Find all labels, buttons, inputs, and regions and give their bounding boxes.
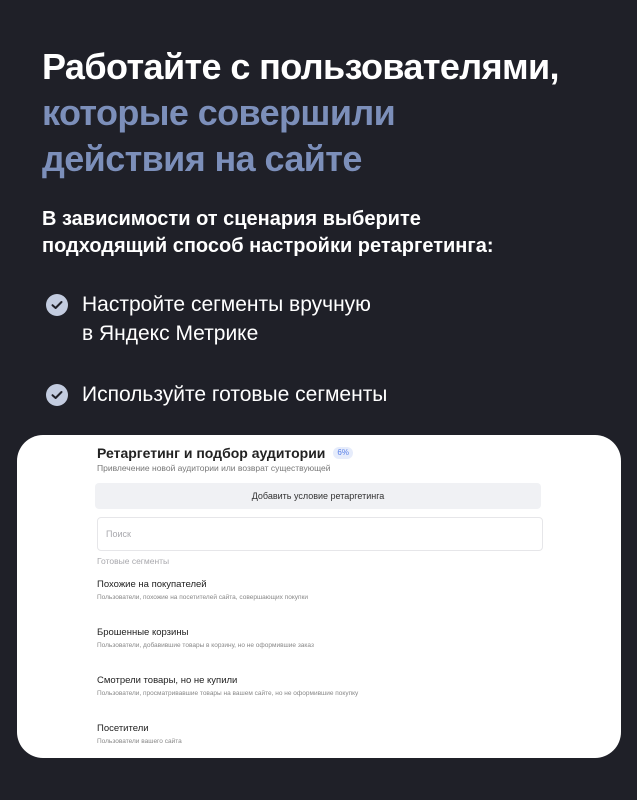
feature-text — [82, 380, 387, 409]
headline-line-3: действия на сайте — [42, 138, 362, 179]
panel-title-row — [97, 445, 559, 461]
segment-title: Смотрели товары, но не купили — [97, 675, 238, 686]
feature-item-manual-segments — [46, 290, 387, 348]
check-circle-icon — [46, 294, 68, 316]
retargeting-panel-screenshot — [17, 435, 621, 758]
ready-segments-label: Готовые сегменты — [97, 556, 170, 566]
segment-viewed-not-bought[interactable] — [97, 675, 559, 699]
segment-description: Пользователи вашего сайта — [97, 738, 182, 745]
segment-abandoned-carts[interactable] — [97, 627, 559, 651]
progress-badge: 6% — [333, 447, 353, 459]
feature-line-2: в Яндекс Метрике — [82, 322, 259, 345]
segment-description: Пользователи, просматривавшие товары на вашем сайте, но не оформившие покупку — [97, 690, 359, 697]
feature-line-1: Настройте сегменты вручную — [82, 293, 371, 316]
panel-subtitle: Привлечение новой аудитории или возврат существующей — [97, 463, 331, 473]
feature-item-ready-segments — [46, 380, 387, 409]
feature-line-1: Используйте готовые сегменты — [82, 383, 388, 406]
panel-title: Ретаргетинг и подбор аудитории — [97, 445, 326, 461]
subheading-line-1: В зависимости от сценария выберите — [42, 208, 421, 230]
add-retargeting-condition-button[interactable]: Добавить условие ретаргетинга — [95, 483, 541, 509]
retargeting-panel — [97, 443, 559, 747]
headline-line-1: Работайте с пользователями, — [42, 46, 559, 87]
subheading-line-2: подходящий способ настройки ретаргетинга: — [42, 235, 494, 257]
segment-description: Пользователи, добавившие товары в корзину, но не оформившие заказ — [97, 642, 314, 649]
check-circle-icon — [46, 384, 68, 406]
headline-line-2: которые совершили — [42, 92, 396, 133]
segment-lookalike-buyers[interactable] — [97, 579, 559, 603]
segment-title: Брошенные корзины — [97, 627, 189, 638]
segment-title: Посетители — [97, 723, 149, 734]
feature-text — [82, 290, 371, 348]
segment-visitors[interactable] — [97, 723, 559, 747]
segment-title: Похожие на покупателей — [97, 579, 207, 590]
search-input[interactable]: Поиск — [97, 517, 543, 551]
segment-description: Пользователи, похожие на посетителей сайта, совершающих покупки — [97, 594, 308, 601]
feature-list — [46, 290, 387, 409]
headline — [42, 44, 612, 182]
subheading — [42, 206, 602, 260]
